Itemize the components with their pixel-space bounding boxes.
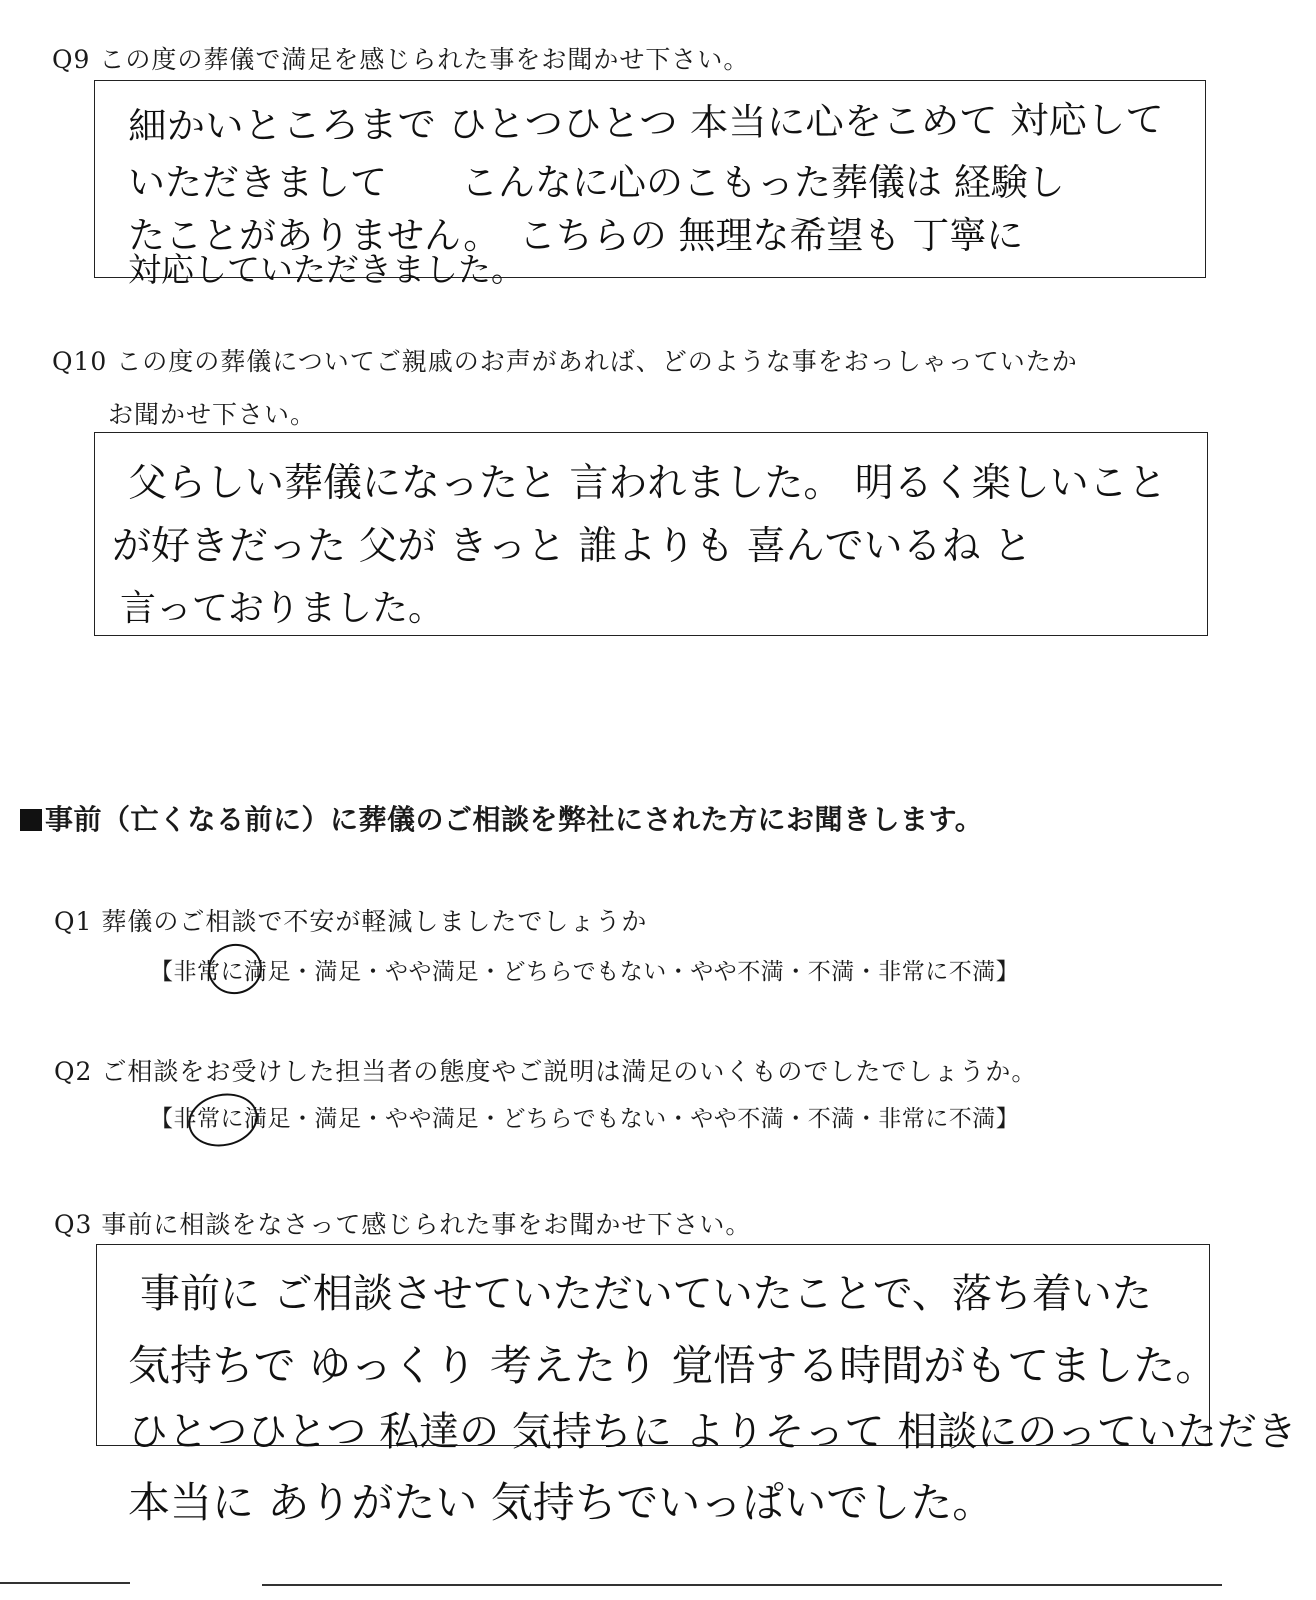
bottom-rule-left (0, 1582, 130, 1584)
q9-answer-line-4: 対応していただきました。 (128, 250, 524, 289)
q3-answer-line-4: 本当に ありがたい 気持ちでいっぱいでした。 (128, 1478, 995, 1527)
q9-answer-line-3: たことがありません。 こちらの 無理な希望も 丁寧に (128, 214, 1024, 257)
square-bullet-icon (20, 809, 42, 831)
q2-selected-circle (183, 1087, 262, 1152)
bottom-rule-right (262, 1584, 1222, 1586)
q3-answer-line-2: 気持ちで ゆっくり 考えたり 覚悟する時間がもてました。 (128, 1341, 1218, 1390)
q2-scale: 【非常に満足・満足・やや満足・どちらでもない・やや不満・不満・非常に不満】 (150, 1106, 1020, 1132)
q10-question-line-2: お聞かせ下さい。 (108, 400, 317, 429)
q9-answer-line-1: 細かいところまで ひとつひとつ 本当に心をこめて 対応して (128, 98, 1164, 148)
q10-answer-line-2: が好きだった 父が きっと 誰よりも 喜んでいるね と (112, 524, 1032, 569)
q9-answer-line-2: いただきまして こんなに心のこもった葬儀は 経験し (128, 161, 1065, 204)
q10-question-line-1: Q10 この度の葬儀についてご親戚のお声があれば、どのような事をおっしゃっていたか (52, 347, 1078, 376)
q9-question: Q9 この度の葬儀で満足を感じられた事をお聞かせ下さい。 (52, 45, 750, 74)
q1-selected-circle (203, 939, 266, 999)
section-heading-text: 事前（亡くなる前に）に葬儀のご相談を弊社にされた方にお聞きします。 (45, 803, 984, 836)
q10-answer-line-1: 父らしい葬儀になったと 言われました。 明るく楽しいこと (128, 461, 1167, 506)
q3-answer-line-1: 事前に ご相談させていただいていたことで、落ち着いた (140, 1271, 1152, 1317)
q3-question: Q3 事前に相談をなさって感じられた事をお聞かせ下さい。 (54, 1210, 752, 1239)
q10-answer-line-3: 言っておりました。 (120, 588, 445, 629)
q3-answer-line-3: ひとつひとつ 私達の 気持ちに よりそって 相談にのっていただき (128, 1409, 1297, 1455)
q2-question: Q2 ご相談をお受けした担当者の態度やご説明は満足のいくものでしたでしょうか。 (54, 1057, 1038, 1086)
q1-question: Q1 葬儀のご相談で不安が軽減しましたでしょうか (54, 907, 648, 936)
section-heading (20, 798, 983, 838)
q1-scale: 【非常に満足・満足・やや満足・どちらでもない・やや不満・不満・非常に不満】 (150, 959, 1020, 985)
